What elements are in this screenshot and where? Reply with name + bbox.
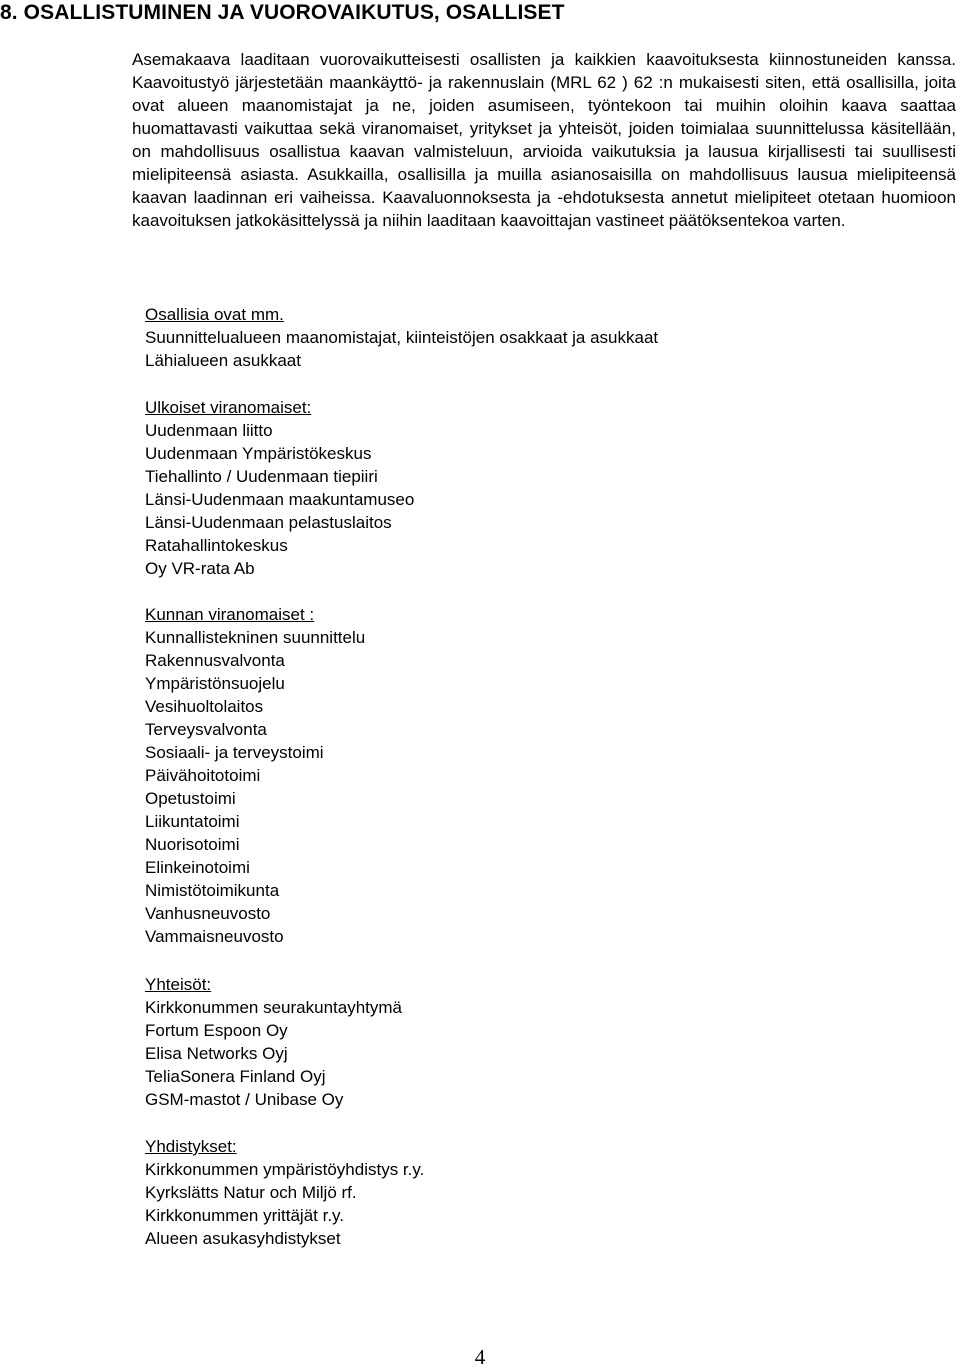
list-item: Uudenmaan Ympäristökeskus [145,444,372,463]
section-title-kunnan: Kunnan viranomaiset : [145,605,315,624]
kunnan-list [145,626,365,948]
list-item: Terveysvalvonta [145,720,267,739]
list-item: Rakennusvalvonta [145,651,285,670]
section-title-yhdistykset: Yhdistykset: [145,1137,237,1156]
osalliset-list [145,326,658,372]
list-item: Elisa Networks Oyj [145,1044,288,1063]
yhteisot-list [145,996,402,1111]
yhdistykset-list [145,1158,424,1250]
list-item: Kyrkslätts Natur och Miljö rf. [145,1183,357,1202]
section-ulkoiset-viranomaiset [145,396,414,580]
list-item: Tiehallinto / Uudenmaan tiepiiri [145,467,378,486]
list-item: Kirkkonummen seurakuntayhtymä [145,998,403,1017]
list-item: Vanhusneuvosto [145,904,271,923]
list-item: Fortum Espoon Oy [145,1021,288,1040]
list-item: Länsi-Uudenmaan maakuntamuseo [145,490,415,509]
section-title-ulkoiset: Ulkoiset viranomaiset: [145,398,312,417]
list-item: Ratahallintokeskus [145,536,288,555]
list-item: Alueen asukasyhdistykset [145,1229,341,1248]
section-title-yhteisot: Yhteisöt: [145,975,212,994]
section-kunnan-viranomaiset [145,603,365,948]
page-number: 4 [474,1345,486,1369]
list-item: Sosiaali- ja terveystoimi [145,743,324,762]
list-item: TeliaSonera Finland Oyj [145,1067,326,1086]
list-item: Opetustoimi [145,789,236,808]
intro-paragraph: Asemakaava laaditaan vuorovaikutteisesti osallisten ja kaikkien kaavoituksesta kiinnostuneiden kanssa. Kaavoitustyö järjestetään maankäyttö- ja rakennuslain (MRL 62 ) 62 :n mukaisesti siten, että osallisilla, joita ovat alueen maanomistajat ja ne, joiden asumiseen, työntekoon tai muihin oloihin kaava saattaa huomattavasti vaikuttaa sekä viranomaiset, yritykset ja yhteisöt, joiden toimialaa suunnittelussa käsitellään, on mahdollisuus osallistua kaavan valmisteluun, arvioida vaikutuksia ja lausua kirjallisesti tai suullisesti mielipiteensä asiasta. Asukkailla, osallisilla ja muilla asianosaisilla on mahdollisuus lausua mielipiteensä kaavan laadinnan eri vaiheissa. Kaavaluonnoksesta ja -ehdotuksesta annetut mielipiteet otetaan huomioon kaavoituksen jatkokäsittelyssä ja niihin laaditaan kaavoittajan vastineet päätöksentekoa varten. [132,50,956,230]
list-item: Kirkkonummen yrittäjät r.y. [145,1206,345,1225]
list-item: Suunnittelualueen maanomistajat, kiinteistöjen osakkaat ja asukkaat [145,328,659,347]
section-osalliset [145,303,658,372]
list-item: Oy VR-rata Ab [145,559,255,578]
list-item: Nimistötoimikunta [145,881,280,900]
ulkoiset-list [145,419,414,580]
list-item: Vesihuoltolaitos [145,697,264,716]
list-item: Kirkkonummen ympäristöyhdistys r.y. [145,1160,425,1179]
list-item: GSM-mastot / Unibase Oy [145,1090,344,1109]
section-yhteisot [145,973,402,1111]
section-heading: 8. OSALLISTUMINEN JA VUOROVAIKUTUS, OSALLISET [0,1,565,24]
list-item: Kunnallistekninen suunnittelu [145,628,366,647]
list-item: Lähialueen asukkaat [145,351,301,370]
list-item: Vammaisneuvosto [145,927,284,946]
section-yhdistykset [145,1135,424,1250]
list-item: Ympäristönsuojelu [145,674,285,693]
section-title-osalliset: Osallisia ovat mm. [145,305,284,324]
list-item: Päivähoitotoimi [145,766,261,785]
list-item: Uudenmaan liitto [145,421,273,440]
list-item: Länsi-Uudenmaan pelastuslaitos [145,513,392,532]
list-item: Nuorisotoimi [145,835,240,854]
list-item: Liikuntatoimi [145,812,240,831]
list-item: Elinkeinotoimi [145,858,250,877]
